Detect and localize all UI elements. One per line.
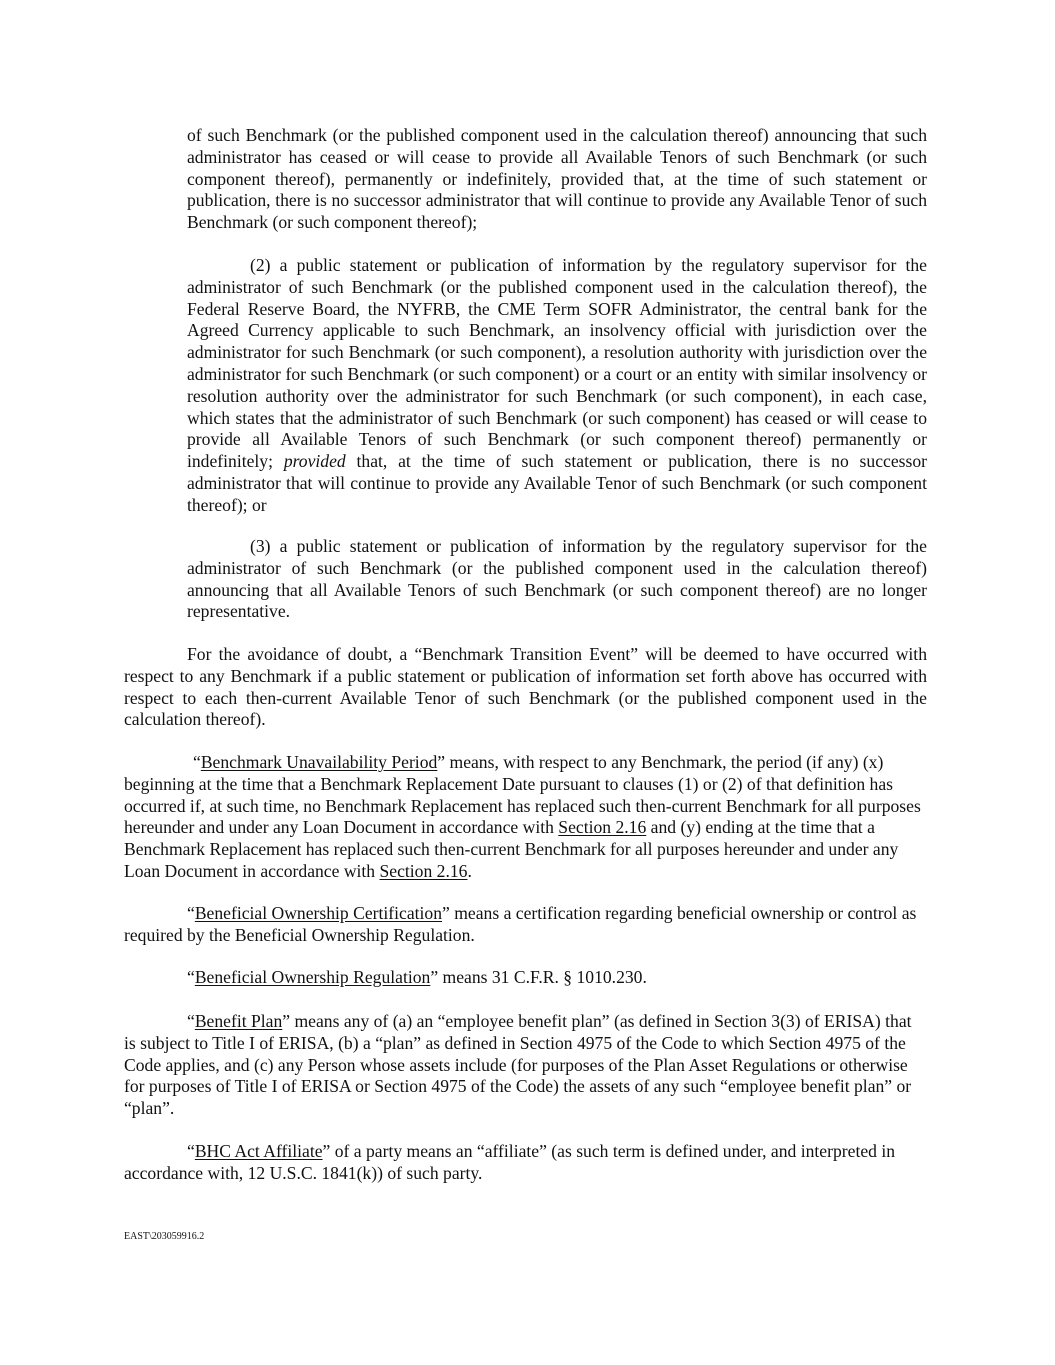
paragraph-text: For the avoidance of doubt, a “Benchmark Transition Event” will be deemed to have occurred with respect to any Benchmark if a public statement or publication of information set forth above has occurred with respect to each then-current Available Tenor of such Benchmark (or the published component used in the calculation thereof).: [124, 644, 927, 730]
paragraph-text: that, at the time of such statement or publication, there is no successor administrator that will continue to provide any Available Tenor of such Benchmark (or such component thereof); or: [187, 451, 927, 515]
definition-beneficial-ownership-regulation: [124, 967, 927, 989]
definition-beneficial-ownership-certification: [124, 903, 927, 947]
defined-term: BHC Act Affiliate: [194, 1141, 323, 1161]
definition-text: ” means 31 C.F.R. § 1010.230.: [430, 967, 647, 987]
definition-text: and (y) ending at the time that a Benchmark Replacement has replaced such then-current Benchmark for all purposes hereunder and under any Loan Document in accordance with: [124, 817, 899, 881]
paragraph-benchmark-cessation-continued: [187, 125, 927, 234]
paragraph-avoidance-of-doubt: [124, 644, 927, 731]
section-reference: Section 2.16: [379, 860, 468, 881]
definition-benchmark-unavailability-period: [124, 752, 927, 883]
definition-bhc-act-affiliate: [124, 1141, 927, 1185]
emphasis-provided: provided: [283, 451, 346, 472]
definition-benefit-plan: [124, 1011, 927, 1120]
open-quote: “: [193, 752, 201, 772]
paragraph-text: (2) a public statement or publication of information by the regulatory supervisor for the administrator of such Benchmark (or the published component used in the calculation thereof), the Federal Reserve Board, the NYFRB, the CME Term SOFR Administrator, the central bank for the Agreed Currency applicable to such Benchmark, an insolvency official with jurisdiction over the administrator for such Benchmark (or such component), a resolution authority with jurisdiction over the administrator for such Benchmark (or such component) or a court or an entity with similar insolvency or resolution authority over the administrator for such Benchmark (or such component), in each case, which states that the administrator of such Benchmark (or such component) has ceased or will cease to provide all Available Tenors of such Benchmark (or such component thereof) permanently or indefinitely;: [187, 255, 927, 472]
defined-term: Beneficial Ownership Certification: [194, 903, 443, 923]
period: .: [467, 860, 472, 881]
defined-term: Benefit Plan: [194, 1011, 283, 1031]
document-footer-id: EAST\203059916.2: [124, 1231, 205, 1242]
defined-term: Beneficial Ownership Regulation: [194, 967, 431, 987]
paragraph-clause-2: [187, 255, 927, 517]
definition-text: ” means a certification regarding beneficial ownership or control as required by the Beneficial Ownership Regulation.: [124, 903, 917, 945]
paragraph-text: of such Benchmark (or the published component used in the calculation thereof) announcing that such administrator has ceased or will cease to provide all Available Tenors of such Benchmark (or such component thereof), permanently or indefinitely, provided that, at the time of such statement or publication, there is no successor administrator that will continue to provide any Available Tenor of such Benchmark (or such component thereof);: [187, 125, 927, 233]
open-quote: “: [187, 967, 195, 987]
open-quote: “: [187, 903, 195, 923]
definition-text: ” means, with respect to any Benchmark, the period (if any) (x) beginning at the time that a Benchmark Replacement Date pursuant to clauses (1) or (2) of that definition has occurred if, at such time, no Benchmark Replacement has replaced such then-current Benchmark for all purposes hereunder and under any Loan Document in accordance with: [124, 752, 921, 838]
definition-text: ” of a party means an “affiliate” (as such term is defined under, and interpreted in accordance with, 12 U.S.C. 1841(k)) of such party.: [124, 1141, 896, 1183]
paragraph-clause-3: [187, 536, 927, 623]
open-quote: “: [187, 1141, 195, 1161]
paragraph-text: (3) a public statement or publication of information by the regulatory supervisor for the administrator of such Benchmark (or the published component used in the calculation thereof) announcing that all Available Tenors of such Benchmark (or such component thereof) are no longer representative.: [187, 536, 927, 622]
defined-term: Benchmark Unavailability Period: [200, 752, 438, 772]
section-reference: Section 2.16: [558, 817, 647, 838]
open-quote: “: [187, 1011, 195, 1031]
definition-text: ” means any of (a) an “employee benefit plan” (as defined in Section 3(3) of ERISA) that is subject to Title I of ERISA, (b) a “plan” as defined in Section 4975 of the Code to which Section 4975 of the Code applies, and (c) any Person whose assets include (for purposes of the Plan Asset Regulations or otherwise for purposes of Title I of ERISA or Section 4975 of the Code) the assets of any such “employee benefit plan” or “plan”.: [124, 1011, 912, 1119]
